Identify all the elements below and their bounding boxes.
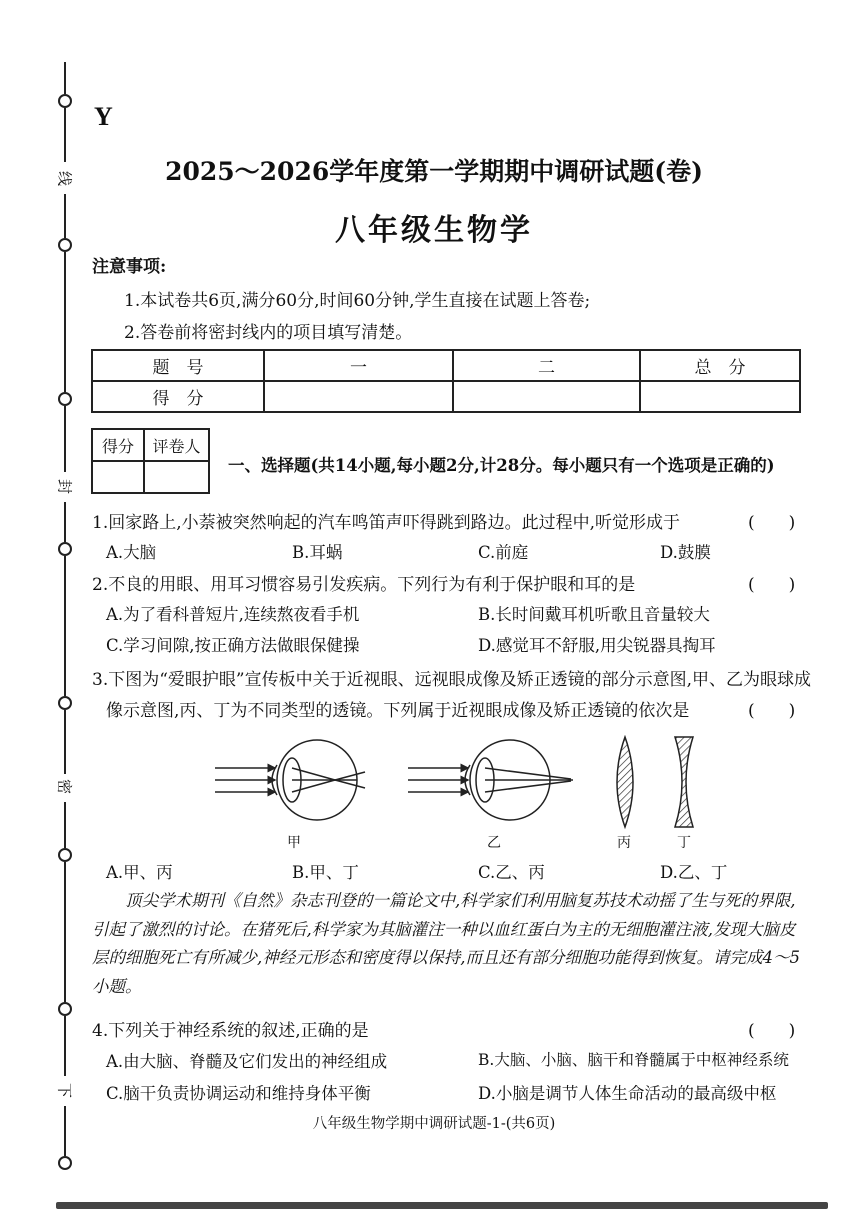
q3-option-c[interactable]: C.乙、丙 bbox=[478, 863, 545, 882]
q2-option-b[interactable]: B.长时间戴耳机听歌且音量较大 bbox=[478, 605, 710, 624]
exam-subtitle: 八年级生物学 bbox=[335, 213, 533, 248]
question-1-answer[interactable]: ( ) bbox=[748, 513, 796, 533]
score-header-total: 总 分 bbox=[640, 350, 800, 381]
score-header-part2: 二 bbox=[453, 350, 640, 381]
score-header-part1: 一 bbox=[264, 350, 453, 381]
q1-option-b[interactable]: B.耳蜗 bbox=[292, 543, 343, 562]
grader-score-label: 得分 bbox=[92, 429, 144, 461]
eye-lens-figure bbox=[205, 735, 725, 835]
concave-lens-ding bbox=[675, 737, 693, 827]
margin-char-xia: 下 bbox=[55, 1080, 76, 1102]
fig-label-yi: 乙 bbox=[487, 835, 501, 851]
page-footer: 八年级生物学期中调研试题-1-(共6页) bbox=[312, 1116, 556, 1132]
score-table bbox=[91, 349, 801, 413]
grader-score-cell[interactable] bbox=[92, 461, 144, 493]
q3-option-d[interactable]: D.乙、丁 bbox=[660, 863, 728, 882]
version-mark: Y bbox=[94, 102, 113, 131]
margin-char-mi: 密 bbox=[55, 776, 76, 798]
question-3-stem-line1: 3.下图为“爱眼护眼”宣传板中关于近视眼、远视眼成像及矫正透镜的部分示意图,甲、乙为眼球成 bbox=[92, 670, 812, 690]
margin-char-feng: 封 bbox=[55, 476, 76, 498]
grader-name-cell[interactable] bbox=[144, 461, 209, 493]
q1-option-d[interactable]: D.鼓膜 bbox=[660, 543, 711, 562]
q3-option-a[interactable]: A.甲、丙 bbox=[106, 863, 173, 882]
exam-title: 2025～2026学年度第一学期期中调研试题(卷) bbox=[165, 157, 703, 186]
score-cell-part2[interactable] bbox=[453, 381, 640, 412]
eye-jia bbox=[215, 740, 365, 820]
reading-passage: 顶尖学术期刊《自然》杂志刊登的一篇论文中,科学家们利用脑复苏技术动摇了生与死的界限,引起了激烈的讨论。在猪死后,科学家为其脑灌注一种以血红蛋白为主的无细胞灌注液,发现大脑皮层的细胞死亡有所减少,神经元形态和密度得以保持,而且还有部分细胞功能得到恢复。请完成4～5小题。 bbox=[92, 891, 800, 996]
fig-label-jia: 甲 bbox=[287, 835, 301, 851]
q1-option-a[interactable]: A.大脑 bbox=[106, 543, 157, 562]
q2-option-c[interactable]: C.学习间隙,按正确方法做眼保健操 bbox=[106, 636, 360, 655]
question-1-stem: 1.回家路上,小萘被突然响起的汽车鸣笛声吓得跳到路边。此过程中,听觉形成于 bbox=[92, 513, 681, 533]
question-3-answer[interactable]: ( ) bbox=[748, 701, 796, 721]
fig-label-ding: 丁 bbox=[677, 835, 691, 851]
page-bottom-edge bbox=[56, 1202, 828, 1209]
section-heading: 一、选择题(共14小题,每小题2分,计28分。每小题只有一个选项是正确的) bbox=[228, 456, 775, 475]
score-cell-total[interactable] bbox=[640, 381, 800, 412]
score-row-label: 得 分 bbox=[92, 381, 264, 412]
grader-box bbox=[91, 428, 210, 494]
fig-label-bing: 丙 bbox=[617, 835, 631, 851]
grader-name-label: 评卷人 bbox=[144, 429, 209, 461]
score-cell-part1[interactable] bbox=[264, 381, 453, 412]
q4-option-c[interactable]: C.脑干负责协调运动和维持身体平衡 bbox=[106, 1084, 371, 1103]
notice-heading: 注意事项: bbox=[92, 257, 167, 277]
question-4-answer[interactable]: ( ) bbox=[748, 1021, 796, 1041]
question-4-stem: 4.下列关于神经系统的叙述,正确的是 bbox=[92, 1021, 369, 1041]
q1-option-c[interactable]: C.前庭 bbox=[478, 543, 529, 562]
q3-option-b[interactable]: B.甲、丁 bbox=[292, 863, 359, 882]
q2-option-d[interactable]: D.感觉耳不舒服,用尖锐器具掏耳 bbox=[478, 636, 716, 655]
q4-option-d[interactable]: D.小脑是调节人体生命活动的最高级中枢 bbox=[478, 1084, 777, 1103]
margin-char-xian: 线 bbox=[55, 168, 76, 190]
q4-option-a[interactable]: A.由大脑、脊髓及它们发出的神经组成 bbox=[106, 1052, 388, 1071]
score-header-number: 题 号 bbox=[92, 350, 264, 381]
question-2-answer[interactable]: ( ) bbox=[748, 575, 796, 595]
notice-item-1: 1.本试卷共6页,满分60分,时间60分钟,学生直接在试题上答卷; bbox=[124, 291, 591, 311]
eye-yi bbox=[408, 740, 573, 820]
convex-lens-bing bbox=[617, 737, 633, 827]
q2-option-a[interactable]: A.为了看科普短片,连续熬夜看手机 bbox=[106, 605, 360, 624]
q4-option-b[interactable]: B.大脑、小脑、脑干和脊髓属于中枢神经系统 bbox=[478, 1051, 789, 1069]
question-2-stem: 2.不良的用眼、用耳习惯容易引发疾病。下列行为有利于保护眼和耳的是 bbox=[92, 575, 636, 595]
notice-item-2: 2.答卷前将密封线内的项目填写清楚。 bbox=[124, 323, 413, 343]
question-3-stem-line2: 像示意图,丙、丁为不同类型的透镜。下列属于近视眼成像及矫正透镜的依次是 bbox=[106, 701, 690, 721]
